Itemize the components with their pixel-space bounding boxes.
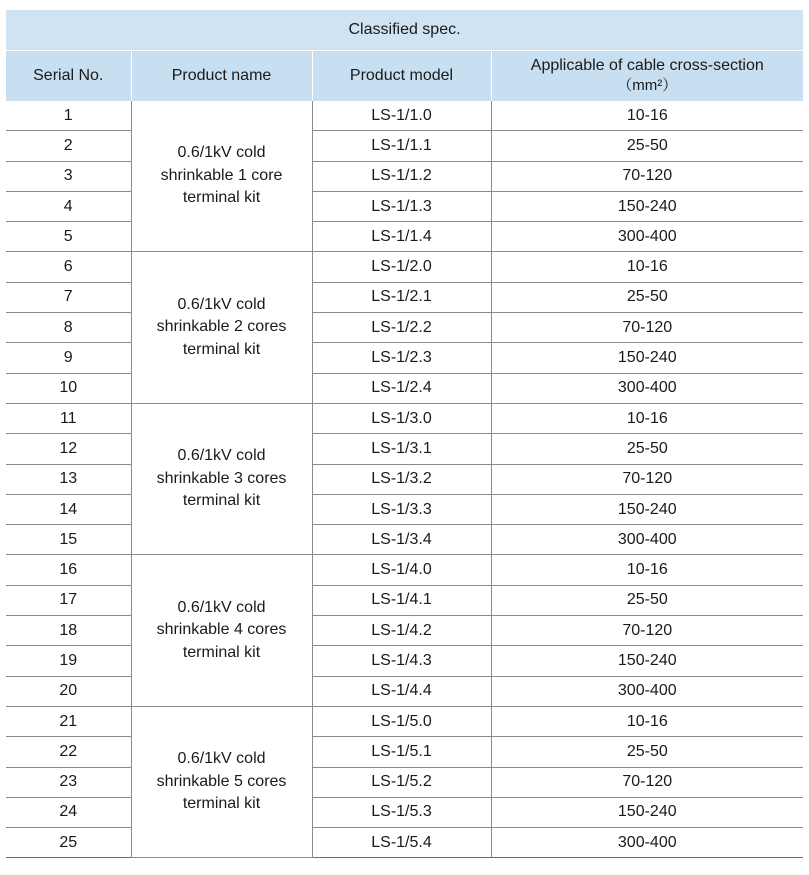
cell-cross-section: 70-120	[491, 767, 803, 797]
table-row	[6, 676, 803, 706]
cell-product-model: LS-1/1.0	[312, 101, 491, 131]
product-name-line: 0.6/1kV cold	[177, 447, 266, 465]
cell-serial-no: 8	[6, 313, 131, 343]
table-row	[6, 646, 803, 676]
cell-serial-no: 21	[6, 706, 131, 736]
cell-product-model: LS-1/3.2	[312, 464, 491, 494]
cell-serial-no: 25	[6, 828, 131, 858]
table-row	[6, 494, 803, 524]
cell-cross-section: 70-120	[491, 161, 803, 191]
cell-product-model: LS-1/1.2	[312, 161, 491, 191]
product-name-line: terminal kit	[182, 340, 261, 358]
table-row	[6, 828, 803, 858]
product-name-line: shrinkable 3 cores	[156, 469, 287, 487]
cell-serial-no: 5	[6, 222, 131, 252]
cell-product-model: LS-1/5.3	[312, 797, 491, 827]
table-row	[6, 343, 803, 373]
cell-product-model: LS-1/5.4	[312, 828, 491, 858]
cell-serial-no: 19	[6, 646, 131, 676]
product-name-line: terminal kit	[182, 795, 261, 813]
cell-cross-section: 150-240	[491, 797, 803, 827]
cell-cross-section: 150-240	[491, 343, 803, 373]
cell-serial-no: 20	[6, 676, 131, 706]
table-row	[6, 313, 803, 343]
table-row	[6, 222, 803, 252]
cell-serial-no: 12	[6, 434, 131, 464]
cell-serial-no: 13	[6, 464, 131, 494]
cell-product-model: LS-1/1.1	[312, 131, 491, 161]
cell-product-model: LS-1/3.4	[312, 525, 491, 555]
cell-product-model: LS-1/5.1	[312, 737, 491, 767]
table-row	[6, 434, 803, 464]
cell-cross-section: 10-16	[491, 706, 803, 736]
header-cross-section-unit: （mm²）	[617, 77, 678, 94]
product-name-line: terminal kit	[182, 643, 261, 661]
table-row	[6, 737, 803, 767]
cell-cross-section: 300-400	[491, 222, 803, 252]
cell-serial-no: 4	[6, 191, 131, 221]
cell-cross-section: 25-50	[491, 434, 803, 464]
cell-cross-section: 70-120	[491, 313, 803, 343]
cell-product-model: LS-1/2.2	[312, 313, 491, 343]
cell-cross-section: 10-16	[491, 101, 803, 131]
product-name-line: 0.6/1kV cold	[177, 598, 266, 616]
cell-serial-no: 22	[6, 737, 131, 767]
cell-product-model: LS-1/1.3	[312, 191, 491, 221]
cell-product-model: LS-1/4.0	[312, 555, 491, 585]
cell-cross-section: 150-240	[491, 191, 803, 221]
cell-product-name	[131, 101, 312, 252]
header-serial-no: Serial No.	[6, 51, 131, 102]
table-row	[6, 797, 803, 827]
cell-serial-no: 2	[6, 131, 131, 161]
cell-product-model: LS-1/4.3	[312, 646, 491, 676]
product-name-line: shrinkable 4 cores	[156, 621, 287, 639]
table-header-row	[6, 51, 803, 102]
table-row	[6, 464, 803, 494]
cell-product-model: LS-1/2.4	[312, 373, 491, 403]
cell-serial-no: 18	[6, 616, 131, 646]
cell-serial-no: 16	[6, 555, 131, 585]
product-name-line: terminal kit	[182, 189, 261, 207]
product-name-line: 0.6/1kV cold	[177, 144, 266, 162]
cell-product-model: LS-1/3.0	[312, 403, 491, 433]
cell-product-model: LS-1/1.4	[312, 222, 491, 252]
spec-table	[6, 10, 803, 858]
cell-cross-section: 25-50	[491, 282, 803, 312]
table-row	[6, 252, 803, 282]
cell-cross-section: 150-240	[491, 494, 803, 524]
cell-cross-section: 300-400	[491, 525, 803, 555]
cell-cross-section: 25-50	[491, 737, 803, 767]
cell-product-model: LS-1/2.0	[312, 252, 491, 282]
header-cross-section	[491, 51, 803, 102]
cell-product-model: LS-1/2.1	[312, 282, 491, 312]
table-body	[6, 101, 803, 858]
cell-serial-no: 1	[6, 101, 131, 131]
spec-table-container	[6, 10, 803, 858]
cell-cross-section: 25-50	[491, 585, 803, 615]
table-row	[6, 706, 803, 736]
cell-cross-section: 25-50	[491, 131, 803, 161]
product-name-line: terminal kit	[182, 492, 261, 510]
table-caption: Classified spec.	[6, 10, 803, 51]
cell-product-name	[131, 403, 312, 554]
cell-serial-no: 23	[6, 767, 131, 797]
header-cross-section-label: Applicable of cable cross-section	[530, 57, 764, 74]
table-row	[6, 403, 803, 433]
cell-cross-section: 150-240	[491, 646, 803, 676]
cell-cross-section: 70-120	[491, 464, 803, 494]
table-row	[6, 616, 803, 646]
cell-cross-section: 10-16	[491, 252, 803, 282]
cell-serial-no: 24	[6, 797, 131, 827]
product-name-line: 0.6/1kV cold	[177, 295, 266, 313]
table-row	[6, 373, 803, 403]
table-row	[6, 525, 803, 555]
cell-serial-no: 11	[6, 403, 131, 433]
cell-product-model: LS-1/5.0	[312, 706, 491, 736]
cell-serial-no: 10	[6, 373, 131, 403]
cell-product-model: LS-1/4.1	[312, 585, 491, 615]
table-caption-row	[6, 10, 803, 51]
cell-product-name	[131, 252, 312, 403]
cell-serial-no: 14	[6, 494, 131, 524]
product-name-line: shrinkable 1 core	[160, 166, 283, 184]
cell-serial-no: 7	[6, 282, 131, 312]
cell-product-name	[131, 555, 312, 706]
cell-product-name	[131, 706, 312, 857]
header-product-model: Product model	[312, 51, 491, 102]
product-name-line: shrinkable 2 cores	[156, 318, 287, 336]
cell-serial-no: 9	[6, 343, 131, 373]
table-row	[6, 555, 803, 585]
cell-serial-no: 3	[6, 161, 131, 191]
table-row	[6, 585, 803, 615]
cell-cross-section: 70-120	[491, 616, 803, 646]
cell-cross-section: 10-16	[491, 555, 803, 585]
cell-serial-no: 15	[6, 525, 131, 555]
header-product-name: Product name	[131, 51, 312, 102]
cell-product-model: LS-1/3.3	[312, 494, 491, 524]
cell-product-model: LS-1/2.3	[312, 343, 491, 373]
table-row	[6, 282, 803, 312]
cell-serial-no: 6	[6, 252, 131, 282]
product-name-line: 0.6/1kV cold	[177, 750, 266, 768]
product-name-line: shrinkable 5 cores	[156, 772, 287, 790]
cell-cross-section: 300-400	[491, 828, 803, 858]
table-row	[6, 767, 803, 797]
table-row	[6, 161, 803, 191]
table-row	[6, 101, 803, 131]
cell-product-model: LS-1/4.4	[312, 676, 491, 706]
cell-cross-section: 300-400	[491, 373, 803, 403]
cell-product-model: LS-1/5.2	[312, 767, 491, 797]
cell-cross-section: 10-16	[491, 403, 803, 433]
cell-product-model: LS-1/4.2	[312, 616, 491, 646]
cell-product-model: LS-1/3.1	[312, 434, 491, 464]
cell-serial-no: 17	[6, 585, 131, 615]
table-row	[6, 131, 803, 161]
table-row	[6, 191, 803, 221]
cell-cross-section: 300-400	[491, 676, 803, 706]
